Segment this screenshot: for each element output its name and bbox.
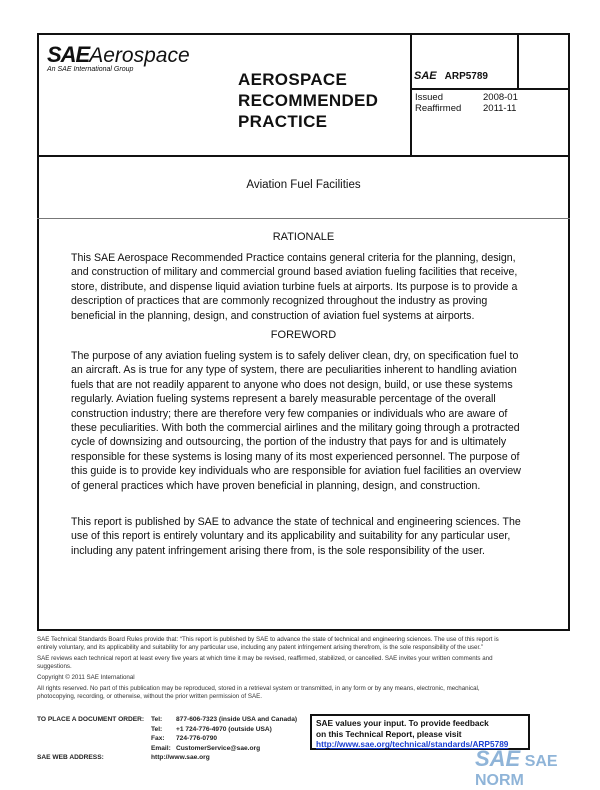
foreword-heading: FOREWORD	[270, 329, 337, 341]
watermark-text: SAE NORM	[475, 753, 558, 789]
feedback-text: SAE values your input. To provide feedback	[316, 718, 489, 728]
text-line: The purpose of any aviation fueling system is to safely deliver clean, dry, on specification fuel to	[71, 350, 519, 362]
header-divider	[517, 33, 519, 90]
text-line: description of practices that are commonly recognized throughout the industry as proving	[71, 295, 488, 308]
watermark	[475, 746, 600, 790]
text-line: This SAE Aerospace Recommended Practice contains general criteria for the planning, design,	[71, 252, 516, 264]
feedback-box	[310, 714, 530, 750]
text-line: this guide is to provide key individuals who are responsible for aviation fuel facilities an overview	[71, 465, 521, 478]
feedback-text: on this Technical Report, please visit	[316, 728, 462, 739]
title-bottom-rule	[37, 218, 570, 219]
legal-line: suggestions.	[37, 663, 72, 670]
header-divider	[410, 33, 412, 157]
text-line: fuels that are not readily apparent to anyone who does not design, build, or use these systems	[71, 378, 513, 391]
legal-line: photocopying, recording, or otherwise, without the prior written permission of SAE.	[37, 693, 262, 700]
text-line: of general practices which have proven beneficial in planning, design, and construction.	[71, 479, 481, 492]
text-line: use of this report is entirely voluntary and its applicability and suitability for any particular user,	[71, 530, 511, 543]
legal-line: SAE reviews each technical report at least every five years at which time it may be revised, reaffirmed, stabilized, or cancelled. SAE invites your written comments and	[37, 655, 493, 662]
document-dates	[415, 92, 518, 114]
document-type	[238, 69, 378, 132]
text-line: beneficial in the planning, design, and construction of aviation fuel systems at airports.	[71, 309, 475, 322]
order-label: TO PLACE A DOCUMENT ORDER:	[37, 716, 145, 723]
rationale-paragraph	[71, 251, 541, 323]
header-bottom-rule	[37, 155, 570, 157]
tel-label: Tel:	[151, 725, 163, 733]
logo-aerospace: Aerospace	[89, 44, 190, 67]
tel-value: +1 724-776-4970 (outside USA)	[176, 725, 272, 733]
logo-tagline: An SAE International Group	[47, 66, 134, 73]
feedback-link[interactable]: http://www.sae.org/technical/standards/ARP5789	[316, 739, 509, 749]
header-divider	[410, 88, 570, 90]
tel-label: Tel:	[151, 716, 163, 723]
document-number	[414, 70, 488, 82]
text-line: and construction of military and commercial ground based aviation fueling facilities that receive,	[71, 266, 518, 279]
watermark-logo: SAE	[475, 746, 521, 771]
foreword-paragraph	[71, 349, 541, 493]
text-line: including any patent infringement arising there from, is the sole responsibility of the user.	[71, 544, 485, 557]
doc-type-line: PRACTICE	[238, 112, 328, 131]
copyright: Copyright © 2011 SAE International	[37, 674, 135, 681]
tel-value: 877-606-7323 (inside USA and Canada)	[176, 716, 298, 723]
logo-sae: SAE	[47, 42, 90, 67]
text-line: This report is published by SAE to advance the state of technical and engineering sciences. The	[71, 516, 521, 528]
order-values	[176, 715, 297, 753]
doc-number: ARP5789	[444, 71, 488, 82]
doc-type-line: AEROSPACE	[238, 70, 348, 89]
reaffirmed-label: Reaffirmed	[415, 103, 462, 114]
document-title: Aviation Fuel Facilities	[246, 179, 361, 191]
text-line: an aircraft. As is true for any type of system, there are peculiarities inherent to handling aviation	[71, 364, 517, 377]
sae-aerospace-logo	[47, 42, 190, 73]
legal-line: SAE Technical Standards Board Rules provide that: “This report is published by SAE to advance the state of technical and engineering sciences. The use of this report is	[37, 636, 499, 643]
web-link[interactable]: http://www.sae.org	[151, 754, 210, 761]
text-line: store, distribute, and dispense liquid aviation turbine fuels at airports. Its purpose is to provide a	[71, 280, 518, 293]
sae-mark: SAE	[414, 70, 437, 82]
fax-label: Fax:	[151, 735, 165, 742]
text-line: regularly. Aviation fueling systems represent a barely measurable percentage of the overall	[71, 393, 496, 406]
rationale-heading: RATIONALE	[272, 231, 335, 243]
fax-value: 724-776-0790	[176, 735, 218, 742]
email-label: Email:	[151, 744, 171, 752]
text-line: these peculiarities. With both the commercial airlines and the military going through a protracted	[71, 422, 520, 435]
reaffirmed-value: 2011-11	[483, 103, 517, 114]
doc-type-line: RECOMMENDED	[238, 91, 379, 110]
legal-notice	[37, 636, 570, 701]
text-line: cycle of downsizing and outsourcing, the portion of the industry that pays for and is ultimately	[71, 436, 507, 449]
foreword-paragraph	[71, 515, 541, 558]
issued-value: 2008-01	[483, 92, 518, 103]
legal-line: All rights reserved. No part of this publication may be reproduced, stored in a retrieval system or transmitted, in any form or by any means, electronic, mechanical,	[37, 685, 480, 692]
legal-line: entirely voluntary, and its applicability and suitability for any particular use, including any patent infringement arising therefrom, is the sole responsibility of the user.”	[37, 644, 483, 651]
email-link[interactable]: CustomerService@sae.org	[176, 744, 261, 752]
issued-label: Issued	[415, 92, 443, 103]
order-labels	[151, 715, 171, 753]
text-line: responsible for these systems is losing many of its most experienced personnel. The purpose of	[71, 450, 520, 463]
text-line: construction industry; there are therefore very few companies or individuals who are aware of	[71, 407, 508, 420]
web-label: SAE WEB ADDRESS:	[37, 754, 104, 761]
